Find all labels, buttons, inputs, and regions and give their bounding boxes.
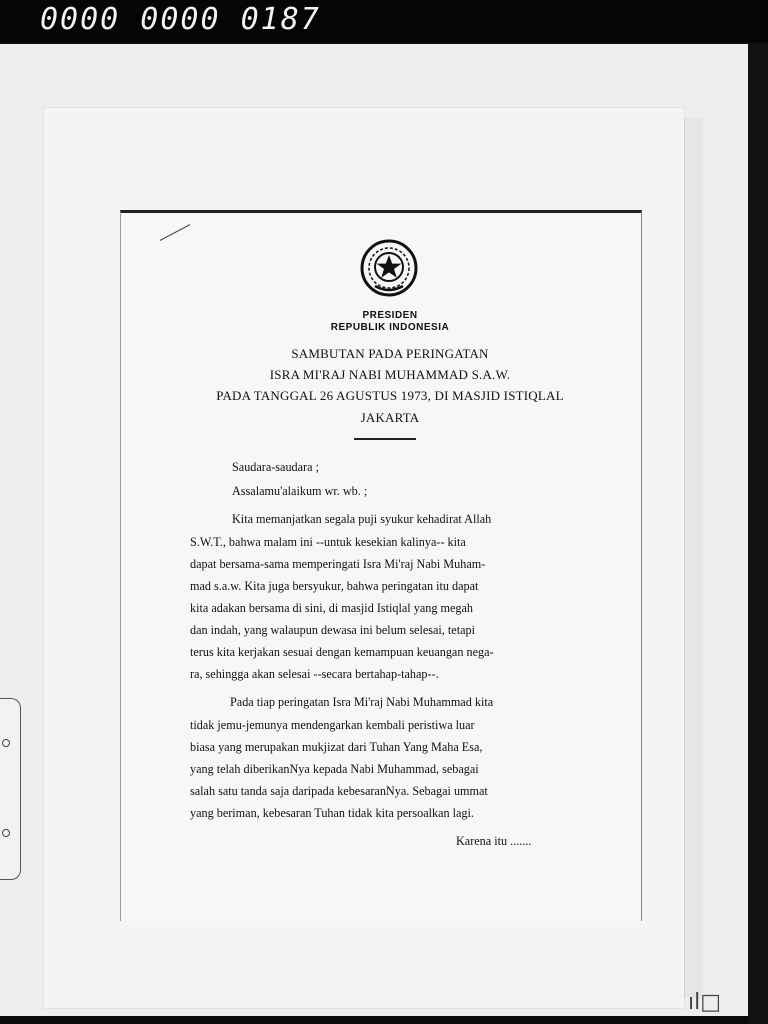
title-line: SAMBUTAN PADA PERINGATAN [291,346,489,361]
film-frame-strip [0,0,768,42]
salutation-line: Saudara-saudara ; [232,460,319,474]
binder-tab [0,698,21,880]
paragraph-line: yang beriman, kebesaran Tuhan tidak kita persoalkan lagi. [190,806,474,820]
title-line: JAKARTA [360,410,420,425]
corner-mark: ıl□ [688,990,722,1015]
sheet-shadow [748,44,768,1024]
presidential-emblem-icon [359,238,419,298]
frame-number: 0000 0000 0187 [40,2,321,37]
paragraph-line: S.W.T., bahwa malam ini --untuk kesekian kalinya-- kita [190,535,466,549]
punch-hole [2,829,10,837]
sheet-edge [684,118,703,998]
paragraph-line: mad s.a.w. Kita juga bersyukur, bahwa peringatan itu dapat [190,579,479,593]
title-rule [354,438,416,440]
continuation-text: Karena itu ....... [456,834,532,848]
paragraph-line: biasa yang merupakan mukjizat dari Tuhan Yang Maha Esa, [190,740,483,754]
letterhead-president: PRESIDEN [362,310,418,321]
letterhead-republic: REPUBLIK INDONESIA [330,322,450,333]
paragraph-line: ra, sehingga akan selesai --secara bertahap-tahap--. [190,667,439,681]
paragraph-line: kita adakan bersama di sini, di masjid Istiqlal yang megah [190,601,473,615]
salutation-line: Assalamu'alaikum wr. wb. ; [232,484,368,498]
paragraph-line: terus kita kerjakan sesuai dengan kemampuan keuangan nega- [190,645,494,659]
paragraph-line: dan indah, yang walaupun dewasa ini belum selesai, tetapi [190,623,475,637]
paragraph-line: Pada tiap peringatan Isra Mi'raj Nabi Muhammad kita [230,695,494,709]
paragraph-line: salah satu tanda saja daripada kebesaranNya. Sebagai ummat [190,784,488,798]
title-line: PADA TANGGAL 26 AGUSTUS 1973, DI MASJID ISTIQLAL [216,388,564,403]
title-line: ISRA MI'RAJ NABI MUHAMMAD S.A.W. [269,367,511,382]
paragraph-line: Kita memanjatkan segala puji syukur kehadirat Allah [232,512,492,526]
punch-hole [2,739,10,747]
paragraph-line: tidak jemu-jemunya mendengarkan kembali peristiwa luar [190,718,475,732]
paragraph-line: dapat bersama-sama memperingati Isra Mi'raj Nabi Muham- [190,557,486,571]
paragraph-line: yang telah diberikanNya kepada Nabi Muhammad, sebagai [190,762,479,776]
